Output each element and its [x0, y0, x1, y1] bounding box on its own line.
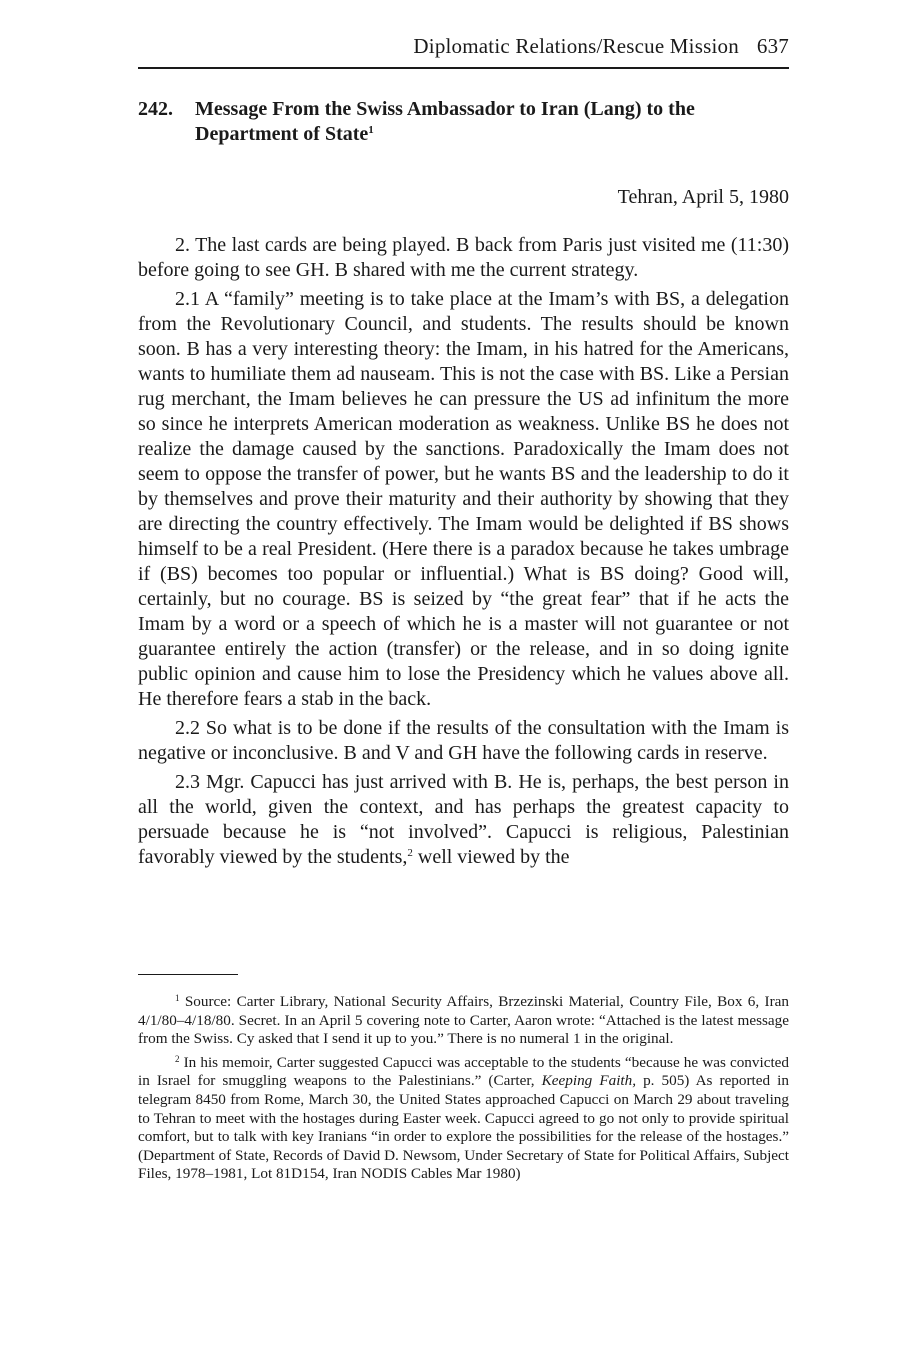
footnotes — [138, 993, 789, 1189]
paragraph-2-3-continuation: well viewed by the — [412, 846, 570, 868]
paragraph-2-1: 2.1 A “family” meeting is to take place at the Imam’s with BS, a delegation from the Revolutionary Council, and students. The results should be known soon. B has a very interesting theory: the Imam, in his hatred for the Americans, wants to humiliate them ad nauseam. This is not the case with BS. Like a Persian rug merchant, the Imam believes he can pressure the US ad infinitum the more so since he interprets American moderation as weakness. Unlike BS he does not realize the damage caused by the sanctions. Paradoxically the Imam does not seem to oppose the transfer of power, but he wants BS and the leadership to do it by themselves and prove their maturity and their authority by showing that they are directing the country effectively. The Imam would be delighted if BS shows himself to be a real President. (Here there is a paradox because he takes umbrage if (BS) becomes too popular or influential.) What is BS doing? Good will, certainly, but no courage. BS is seized by “the great fear” that if he acts the Imam by a word or a speech of which he is a master will not guarantee or not guarantee entirely the action (transfer) or the release, and in so doing ignite public opinion and cause him to lose the Presidency which he values above all. He therefore fears a stab in the back. — [138, 288, 789, 710]
footnote-1-text: Source: Carter Library, National Security Affairs, Brzezinski Material, Country File, Box 6, Iran 4/1/80–4/18/80. Secret. In an April 5 covering note to Carter, Aaron wrote: “Attached is the latest message from the Swiss. Cy asked that I send it up to you.” There is no numeral 1 in the original. — [138, 993, 789, 1048]
document-number: 242. — [138, 98, 173, 120]
footnote-marker-1: 1 — [175, 993, 180, 1003]
running-head — [413, 34, 789, 59]
running-title: Diplomatic Relations/Rescue Mission — [413, 34, 739, 58]
document-title-text: Message From the Swiss Ambassador to Iran (Lang) to the Department of State — [195, 98, 695, 145]
footnote-marker-2: 2 — [175, 1053, 180, 1064]
document-heading — [138, 97, 789, 147]
footnote-2 — [138, 1054, 789, 1184]
footnote-1 — [138, 993, 789, 1049]
paragraph-2-2: 2.2 So what is to be done if the results of the consultation with the Imam is negative or inconclusive. B and V and GH have the following cards in reserve. — [138, 717, 789, 764]
document-title — [195, 97, 789, 147]
footnote-ref-1[interactable]: 1 — [368, 124, 374, 136]
paragraph-2-3 — [138, 770, 789, 870]
paragraph-2-3-text: 2.3 Mgr. Capucci has just arrived with B. He is, perhaps, the best person in all the world, given the context, and has perhaps the greatest capacity to persuade because he is “not involved”. Capucci is religious, Palestinian favorably viewed by the students, — [138, 771, 789, 868]
page-number: 637 — [756, 34, 789, 58]
book-title: Keeping Faith, — [541, 1072, 637, 1090]
dateline: Tehran, April 5, 1980 — [617, 186, 789, 208]
header-rule — [138, 67, 789, 69]
footnote-2-text-cont: p. 505) As reported in telegram 8450 from Rome, March 30, the United States approached Capucci on March 29 about traveling to Tehran to meet with the hostages during Easter week. Capucci agreed to go not only to provide spiritual comfort, but to talk with key Iranians “in order to explore the possibilities for the release of the hostages.” (Department of State, Records of David D. Newsom, Under Secretary of State for Political Affairs, Subject Files, 1978–1981, Lot 81D154, Iran NODIS Cables Mar 1980) — [138, 1072, 789, 1183]
footnote-ref-2[interactable]: 2 — [407, 847, 413, 859]
footnote-2-text: In his memoir, Carter suggested Capucci was acceptable to the students “because he was convicted in Israel for smuggling weapons to the Palestinians.” (Carter, — [138, 1053, 789, 1090]
paragraph-2: 2. The last cards are being played. B back from Paris just visited me (11:30) before going to see GH. B shared with me the current strategy. — [138, 234, 789, 281]
footnote-separator — [138, 974, 238, 975]
body-text — [138, 233, 789, 874]
